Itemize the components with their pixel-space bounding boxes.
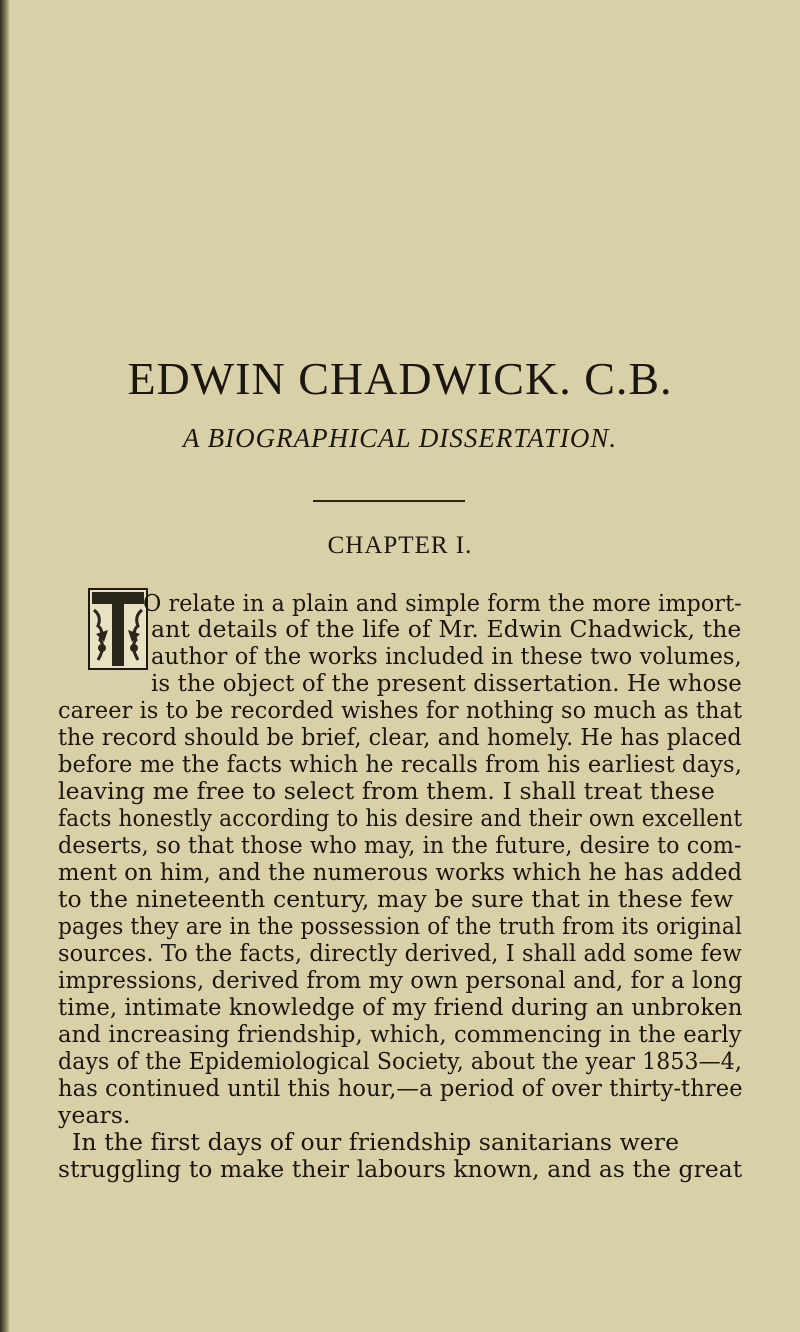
text-line: the record should be brief, clear, and homely. He has placed [58,723,742,751]
text-line: has continued until this hour,—a period of over thirty-three [58,1074,743,1102]
text-line: sources. To the facts, directly derived, I shall add some few [58,939,742,967]
text-line: struggling to make their labours known, and as the great [58,1155,743,1183]
book-title: EDWIN CHADWICK. C.B. [127,353,673,404]
text-line: facts honestly according to his desire and their own excellent [58,804,743,832]
text-line: time, intimate knowledge of my friend during an unbroken [58,993,743,1021]
divider-rule [313,500,465,502]
text-line: ant details of the life of Mr. Edwin Chadwick, the [151,615,742,643]
text-line: ment on him, and the numerous works which he has added [58,858,743,886]
text-line: impressions, derived from my own personal and, for a long [58,966,743,994]
text-line: career is to be recorded wishes for nothing so much as that [58,696,743,724]
book-subtitle: A BIOGRAPHICAL DISSERTATION. [182,423,618,453]
text-line: is the object of the present dissertation. He whose [151,669,742,697]
text-line: years. [58,1101,131,1129]
text-line: before me the facts which he recalls from his earliest days, [58,750,742,778]
text-line: leaving me free to select from them. I shall treat these [58,777,715,805]
page-edge [0,0,10,1332]
text-line: In the first days of our friendship sanitarians were [72,1128,680,1156]
decorative-initial-t-icon [88,588,148,670]
text-line: and increasing friendship, which, commencing in the early [58,1020,742,1048]
text-line: days of the Epidemiological Society, about the year 1853—4, [58,1047,743,1075]
text-line: author of the works included in these two volumes, [151,642,742,670]
text-line: O relate in a plain and simple form the more import- [143,589,742,617]
text-line: pages they are in the possession of the truth from its original [58,912,743,940]
text-line: to the nineteenth century, may be sure that in these few [58,885,734,913]
text-line: deserts, so that those who may, in the future, desire to com- [58,831,742,859]
chapter-heading: CHAPTER I. [327,532,473,559]
